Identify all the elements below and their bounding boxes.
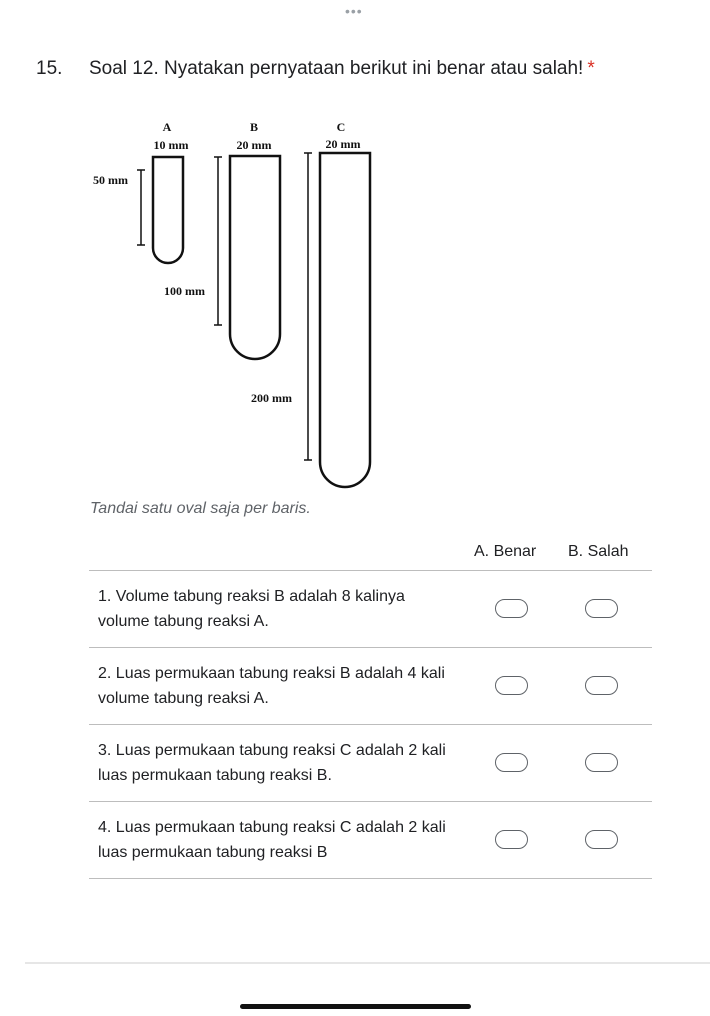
question-title-text: Soal 12. Nyatakan pernyataan berikut ini benar atau salah! — [89, 58, 584, 79]
row-label: 4. Luas permukaan tabung reaksi C adalah 2 kali luas permukaan tabung reaksi B — [98, 819, 446, 861]
column-header-benar: A. Benar — [474, 543, 537, 560]
bottom-divider — [25, 962, 710, 964]
radio-benar-row-1[interactable] — [495, 599, 528, 618]
row-label: 1. Volume tabung reaksi B adalah 8 kalinya volume tabung reaksi A. — [98, 588, 405, 630]
question-number: 15. — [36, 58, 63, 79]
tube-c-height: 200 mm — [251, 391, 292, 405]
grid-row — [89, 802, 652, 879]
tube-a-diameter: 10 mm — [153, 138, 189, 152]
tube-a-height: 50 mm — [93, 173, 128, 187]
grid-header — [89, 530, 652, 571]
tube-c — [320, 153, 370, 487]
grid-row — [89, 648, 652, 725]
radio-salah-row-4[interactable] — [585, 830, 618, 849]
row-label: 2. Luas permukaan tabung reaksi B adalah 4 kali volume tabung reaksi A. — [98, 665, 445, 707]
row-label: 3. Luas permukaan tabung reaksi C adalah 2 kali luas permukaan tabung reaksi B. — [98, 742, 446, 784]
instruction-text: Tandai satu oval saja per baris. — [90, 500, 311, 517]
question-title — [89, 58, 595, 80]
tube-b — [230, 156, 280, 359]
choice-grid — [89, 530, 652, 879]
radio-benar-row-3[interactable] — [495, 753, 528, 772]
grid-row — [89, 571, 652, 648]
tube-a — [153, 157, 183, 263]
home-indicator[interactable] — [240, 1004, 471, 1009]
required-asterisk: * — [587, 58, 595, 79]
radio-benar-row-4[interactable] — [495, 830, 528, 849]
radio-benar-row-2[interactable] — [495, 676, 528, 695]
tube-b-diameter: 20 mm — [236, 138, 272, 152]
tube-a-letter: A — [162, 120, 172, 134]
test-tubes-figure — [88, 110, 388, 495]
tube-b-letter: B — [249, 120, 259, 134]
radio-salah-row-1[interactable] — [585, 599, 618, 618]
radio-salah-row-3[interactable] — [585, 753, 618, 772]
tube-c-diameter: 20 mm — [325, 137, 361, 151]
radio-salah-row-2[interactable] — [585, 676, 618, 695]
tube-b-height: 100 mm — [164, 284, 205, 298]
column-header-salah: B. Salah — [568, 543, 629, 560]
menu-dots-icon[interactable]: ••• — [345, 3, 363, 19]
tube-c-letter: C — [336, 120, 346, 134]
grid-row — [89, 725, 652, 802]
